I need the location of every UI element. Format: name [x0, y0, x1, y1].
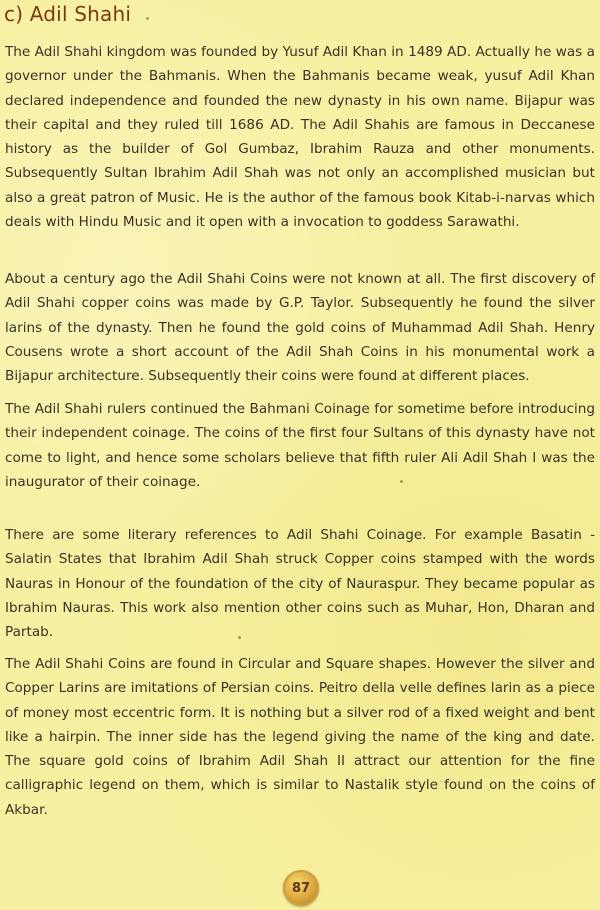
paragraph-founding: The Adil Shahi kingdom was founded by Yusuf Adil Khan in 1489 AD. Actually he was a governor under the Bahmanis. When the Bahmanis became weak, yusuf Adil Khan declared independence and founded the new dynasty in his own name. Bijapur was their capital and they ruled till 1686 AD. The Adil Shahis are famous in Deccanese history as the builder of Gol Gumbaz, Ibrahim Rauza and other monuments. Subsequently Sultan Ibrahim Adil Shah was not only an accomplished musician but also a great patron of Music. He is the author of the famous book Kitab-i-narvas which deals with Hindu Music and it open with a invocation to goddess Sarawathi.	[5, 44, 595, 231]
paragraph-coin-shapes: The Adil Shahi Coins are found in Circular and Square shapes. However the silver and Copper Larins are imitations of Persian coins. Peitro della velle defines larin as a piece of money most eccentric form. It is nothing but a silver rod of a fixed weight and bent like a hairpin. The inner side has the legend giving the name of the king and date. The square gold coins of Ibrahim Adil Shah II attract our attention for the fine calligraphic legend on them, which is similar to Nastalik style found on the coins of Akbar.	[5, 656, 595, 818]
paragraph-coinage-start: The Adil Shahi rulers continued the Bahmani Coinage for sometime before introducing their independent coinage. The coins of the first four Sultans of this dynasty have not come to light, and hence some scholars believe that fifth ruler Ali Adil Shah I was the inaugurator of their coinage.	[5, 401, 595, 490]
paper-speck	[400, 480, 403, 483]
paper-speck	[146, 17, 149, 20]
paper-speck	[238, 636, 241, 639]
paragraph-literary-references: There are some literary references to Adil Shahi Coinage. For example Basatin - Salatin States that Ibrahim Adil Shah struck Copper coins stamped with the words Nauras in Honour of the foundation of the city of Nauraspur. They became popular as Ibrahim Nauras. This work also mention other coins such as Muhar, Hon, Dharan and Partab.	[5, 527, 595, 641]
page-title: c) Adil Shahi	[4, 2, 132, 26]
paragraph-coin-discovery: About a century ago the Adil Shahi Coins were not known at all. The first discovery of Adil Shahi copper coins was made by G.P. Taylor. Subsequently he found the silver larins of the dynasty. Then he found the gold coins of Muhammad Adil Shah. Henry Cousens wrote a short account of the Adil Shah Coins in his monumental work a Bijapur architecture. Subsequently their coins were found at different places.	[5, 271, 595, 385]
page-number-badge: 87	[283, 870, 319, 906]
